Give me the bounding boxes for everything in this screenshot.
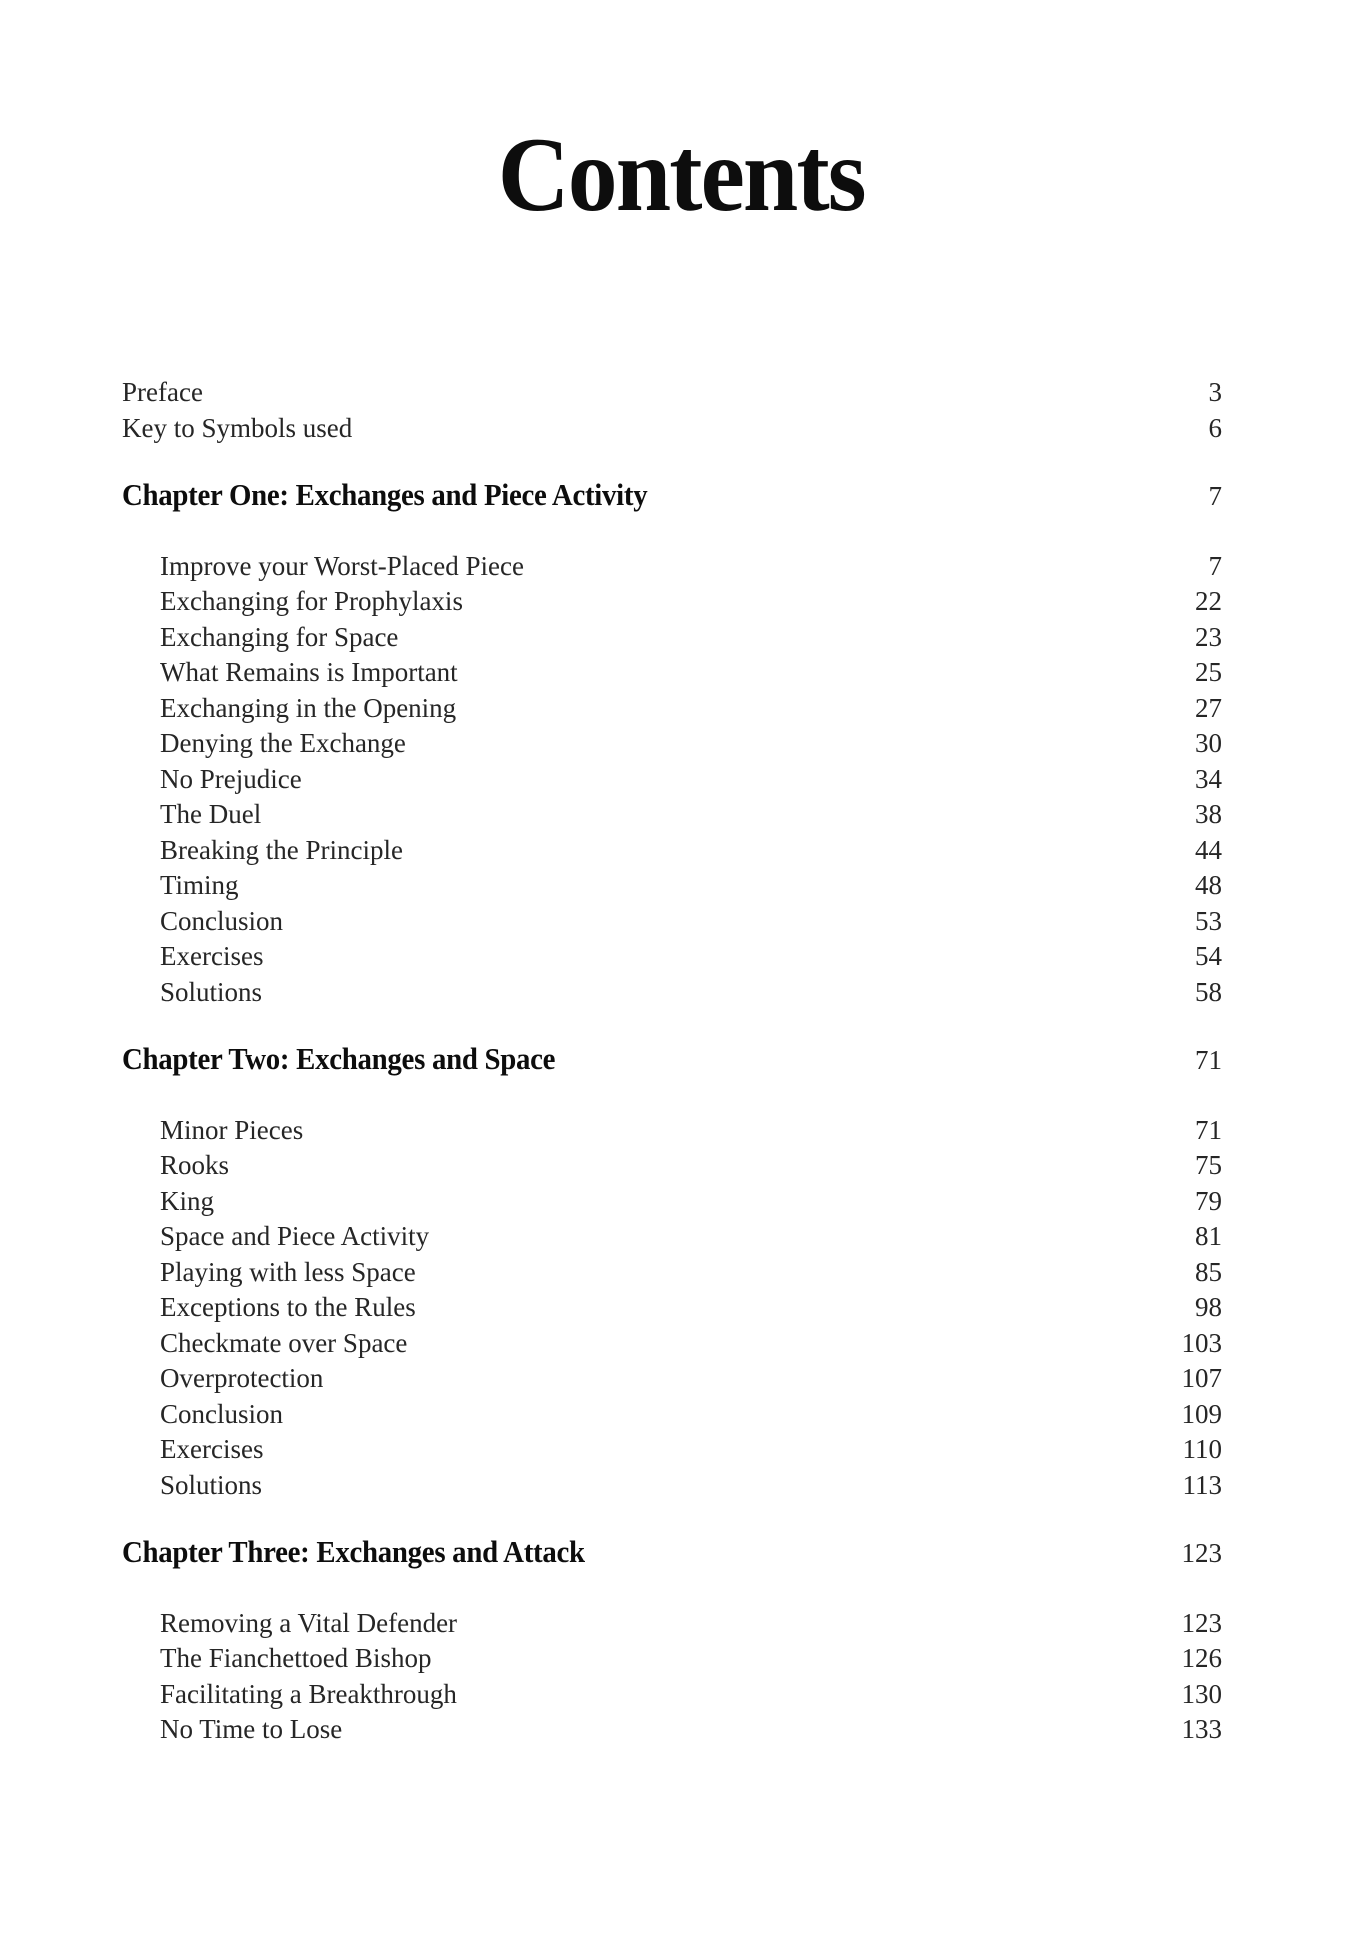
- toc-entry-label: Exchanging in the Opening: [160, 692, 457, 723]
- toc-entry: [122, 726, 1222, 762]
- toc-chapter-heading-label: Chapter One: Exchanges and Piece Activity: [122, 477, 648, 513]
- toc-entry-label: Conclusion: [160, 905, 284, 936]
- toc-entry-page-number: 130: [1181, 1678, 1222, 1709]
- toc-entry: [122, 549, 1222, 585]
- toc-entry-label: Improve your Worst-Placed Piece: [160, 550, 524, 581]
- toc-entry-label: Exchanging for Space: [160, 621, 399, 652]
- toc-entry-page-number: 133: [1181, 1714, 1222, 1745]
- toc-entry-label: The Duel: [160, 799, 262, 830]
- toc-entry-page-number: 113: [1182, 1469, 1222, 1500]
- toc-entry: [122, 1219, 1222, 1255]
- toc-chapter-heading-label: Chapter Three: Exchanges and Attack: [122, 1534, 585, 1570]
- toc-entry: [122, 1184, 1222, 1220]
- toc-entry-page-number: 25: [1195, 657, 1222, 688]
- toc-entry-label: King: [160, 1185, 214, 1216]
- toc-entry: [122, 411, 1222, 447]
- toc-entry-page-number: 58: [1195, 976, 1222, 1007]
- toc-entry-label: The Fianchettoed Bishop: [160, 1643, 432, 1674]
- toc-entry-label: Preface: [122, 377, 203, 408]
- toc-entry-page-number: 123: [1181, 1607, 1222, 1638]
- toc-entry-page-number: 3: [1208, 377, 1222, 408]
- toc-entry-label: Overprotection: [160, 1363, 324, 1394]
- toc-entry-page-number: 34: [1195, 763, 1222, 794]
- toc-entry: [122, 975, 1222, 1011]
- toc-entry-page-number: 22: [1195, 586, 1222, 617]
- toc-entry-page-number: 109: [1181, 1398, 1222, 1429]
- toc-entry-label: Exercises: [160, 941, 264, 972]
- toc-entry-page-number: 126: [1181, 1643, 1222, 1674]
- toc-entry-page-number: 110: [1182, 1434, 1222, 1465]
- toc-entry-label: Conclusion: [160, 1398, 284, 1429]
- toc-entry: [122, 1290, 1222, 1326]
- toc-entry-label: Rooks: [160, 1150, 230, 1181]
- toc-entry: [122, 375, 1222, 411]
- toc-entry-page-number: 48: [1195, 870, 1222, 901]
- toc-entry: [122, 797, 1222, 833]
- toc-entry: [122, 1361, 1222, 1397]
- toc-entry: [122, 1326, 1222, 1362]
- toc-entry: [122, 655, 1222, 691]
- toc-entry-page-number: 44: [1195, 834, 1222, 865]
- toc-entry-page-number: 71: [1195, 1114, 1222, 1145]
- toc-entry: [122, 1606, 1222, 1642]
- toc-entry-label: Exchanging for Prophylaxis: [160, 586, 463, 617]
- toc-entry-page-number: 30: [1195, 728, 1222, 759]
- toc-entry: [122, 904, 1222, 940]
- toc-entry-label: Denying the Exchange: [160, 728, 406, 759]
- toc-entry: [122, 1641, 1222, 1677]
- page-title-text: Contents: [497, 116, 865, 233]
- toc-entry: [122, 620, 1222, 656]
- toc-entry: [122, 1468, 1222, 1504]
- table-of-contents: [122, 375, 1222, 1748]
- toc-entry-page-number: 38: [1195, 799, 1222, 830]
- toc-entry-page-number: 107: [1181, 1363, 1222, 1394]
- toc-entry-label: Key to Symbols used: [122, 412, 353, 443]
- toc-entry-page-number: 98: [1195, 1292, 1222, 1323]
- toc-entry-label: Solutions: [160, 976, 263, 1007]
- toc-entry: [122, 1148, 1222, 1184]
- toc-entry-label: Space and Piece Activity: [160, 1221, 430, 1252]
- toc-entry-label: Facilitating a Breakthrough: [160, 1678, 457, 1709]
- toc-entry-label: Exercises: [160, 1434, 264, 1465]
- toc-entry-label: No Time to Lose: [160, 1714, 343, 1745]
- toc-entry: [122, 939, 1222, 975]
- toc-entry-label: Timing: [160, 870, 239, 901]
- toc-entry: [122, 1432, 1222, 1468]
- toc-entry-label: Breaking the Principle: [160, 834, 403, 865]
- toc-entry-page-number: 6: [1208, 412, 1222, 443]
- toc-chapter-heading-page-number: 71: [1195, 1045, 1222, 1076]
- toc-entry-label: What Remains is Important: [160, 657, 458, 688]
- toc-entry: [122, 1677, 1222, 1713]
- toc-entry-page-number: 23: [1195, 621, 1222, 652]
- toc-entry-page-number: 103: [1181, 1327, 1222, 1358]
- toc-entry-page-number: 81: [1195, 1221, 1222, 1252]
- toc-entry-page-number: 79: [1195, 1185, 1222, 1216]
- toc-entry: [122, 833, 1222, 869]
- toc-entry-page-number: 85: [1195, 1256, 1222, 1287]
- toc-chapter-heading: [122, 1534, 1222, 1572]
- toc-entry: [122, 691, 1222, 727]
- toc-entry: [122, 1113, 1222, 1149]
- toc-entry: [122, 762, 1222, 798]
- toc-chapter-heading-page-number: 7: [1208, 481, 1222, 512]
- toc-entry-label: Removing a Vital Defender: [160, 1607, 458, 1638]
- toc-entry: [122, 1712, 1222, 1748]
- toc-entry: [122, 584, 1222, 620]
- toc-entry: [122, 868, 1222, 904]
- toc-entry-page-number: 54: [1195, 941, 1222, 972]
- toc-entry-page-number: 7: [1208, 550, 1222, 581]
- toc-chapter-heading: [122, 477, 1222, 515]
- toc-entry-page-number: 75: [1195, 1150, 1222, 1181]
- toc-entry-label: Solutions: [160, 1469, 263, 1500]
- toc-entry-page-number: 53: [1195, 905, 1222, 936]
- toc-entry: [122, 1255, 1222, 1291]
- toc-entry-label: Playing with less Space: [160, 1256, 416, 1287]
- toc-entry-label: Checkmate over Space: [160, 1327, 408, 1358]
- page-title: [0, 112, 1362, 237]
- toc-chapter-heading-label: Chapter Two: Exchanges and Space: [122, 1041, 556, 1077]
- toc-chapter-heading-page-number: 123: [1181, 1538, 1222, 1569]
- toc-entry-label: No Prejudice: [160, 763, 302, 794]
- toc-entry-page-number: 27: [1195, 692, 1222, 723]
- toc-entry-label: Minor Pieces: [160, 1114, 304, 1145]
- toc-entry-label: Exceptions to the Rules: [160, 1292, 416, 1323]
- toc-chapter-heading: [122, 1041, 1222, 1079]
- toc-entry: [122, 1397, 1222, 1433]
